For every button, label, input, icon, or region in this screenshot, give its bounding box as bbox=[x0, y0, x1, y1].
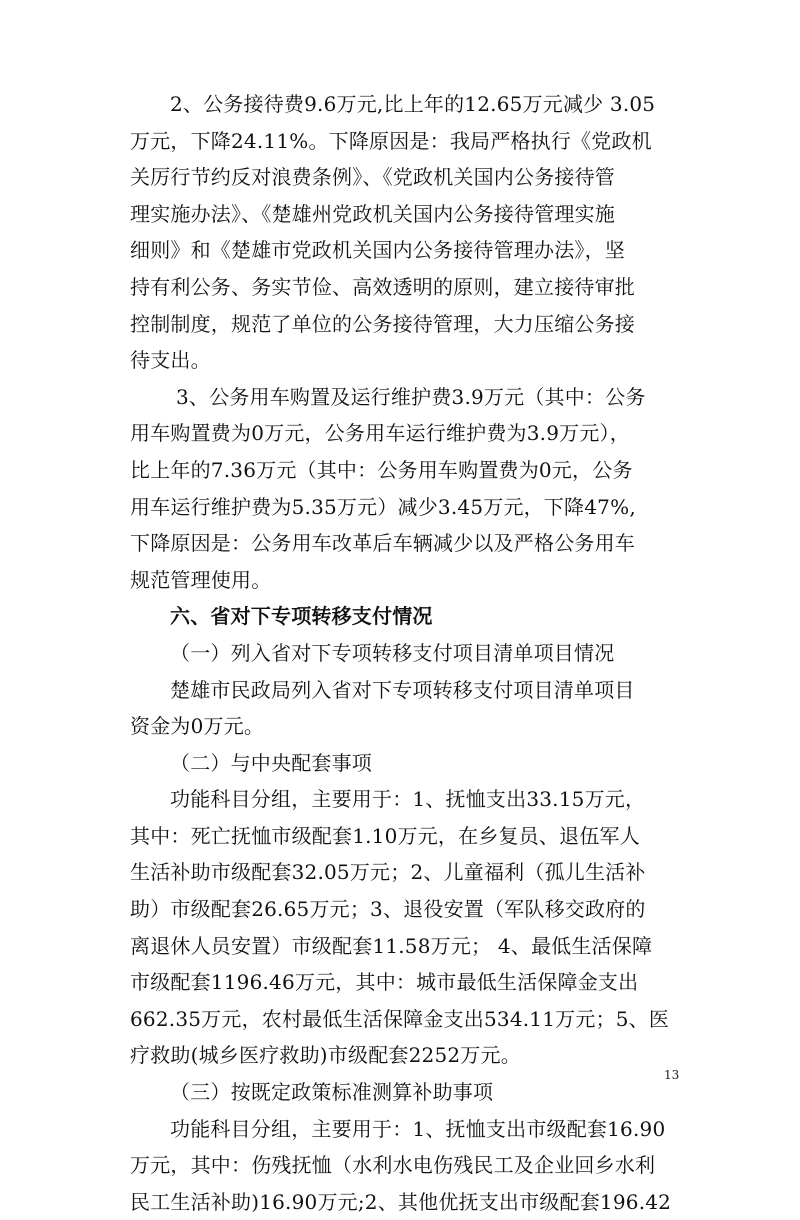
text-line: 662.35万元，农村最低生活保障金支出534.11万元；5、医 bbox=[130, 1006, 670, 1031]
text-line: 控制制度，规范了单位的公务接待管理，大力压缩公务接 bbox=[130, 311, 635, 336]
text-line: 离退休人员安置）市级配套11.58万元； 4、最低生活保障 bbox=[130, 933, 653, 958]
text-line: 生活补助市级配套32.05万元；2、儿童福利（孤儿生活补 bbox=[130, 860, 646, 885]
page-number: 13 bbox=[664, 1068, 680, 1082]
text-line: 疗救助(城乡医疗救助)市级配套2252万元。 bbox=[130, 1043, 521, 1068]
text-line: 市级配套1196.46万元，其中：城市最低生活保障金支出 bbox=[130, 970, 639, 995]
document-body bbox=[130, 86, 690, 1220]
text-line: 下降原因是：公务用车改革后车辆减少以及严格公务用车 bbox=[130, 531, 635, 556]
text-line: 3、公务用车购置及运行维护费3.9万元（其中：公务 bbox=[176, 384, 646, 409]
text-line: 理实施办法》、《楚雄州党政机关国内公务接待管理实施 bbox=[130, 201, 615, 226]
text-line: 2、公务接待费9.6万元,比上年的12.65万元减少 3.05 bbox=[170, 92, 656, 116]
subsection-heading: （三）按既定政策标准测算补助事项 bbox=[170, 1080, 494, 1105]
text-line: 规范管理使用。 bbox=[130, 567, 272, 592]
text-line: 比上年的7.36万元（其中：公务用车购置费为0元，公务 bbox=[130, 457, 633, 482]
subsection-heading: （二）与中央配套事项 bbox=[170, 750, 372, 775]
subsection-heading: （一）列入省对下专项转移支付项目清单项目情况 bbox=[170, 640, 615, 665]
text-line: 民工生活补助)16.90万元;2、其他优抚支出市级配套196.42 bbox=[130, 1189, 672, 1214]
text-line: 细则》和《楚雄市党政机关国内公务接待管理办法》，坚 bbox=[130, 238, 625, 263]
text-line: 资金为0万元。 bbox=[130, 714, 265, 739]
text-line: 功能科目分组，主要用于：1、抚恤支出市级配套16.90 bbox=[170, 1116, 666, 1141]
text-line: 助）市级配套26.65万元；3、退役安置（军队移交政府的 bbox=[130, 897, 646, 922]
text-line: 用车购置费为0万元，公务用车运行维护费为3.9万元）， bbox=[130, 421, 630, 446]
text-line: 万元，下降24.11%。下降原因是：我局严格执行《党政机 bbox=[130, 128, 652, 153]
text-line: 关厉行节约反对浪费条例》、《党政机关国内公务接待管 bbox=[130, 165, 615, 190]
text-line: 用车运行维护费为5.35万元）减少3.45万元，下降47%, bbox=[130, 494, 636, 519]
text-line: 楚雄市民政局列入省对下专项转移支付项目清单项目 bbox=[170, 677, 635, 702]
text-line: 万元，其中：伤残抚恤（水利水电伤残民工及企业回乡水利 bbox=[130, 1153, 656, 1178]
text-line: 持有利公务、务实节俭、高效透明的原则，建立接待审批 bbox=[130, 274, 635, 299]
text-line: 待支出。 bbox=[130, 348, 211, 373]
section-heading: 六、省对下专项转移支付情况 bbox=[170, 604, 433, 629]
text-line: 功能科目分组，主要用于：1、抚恤支出33.15万元， bbox=[170, 787, 646, 812]
text-line: 其中：死亡抚恤市级配套1.10万元，在乡复员、退伍军人 bbox=[130, 823, 640, 848]
